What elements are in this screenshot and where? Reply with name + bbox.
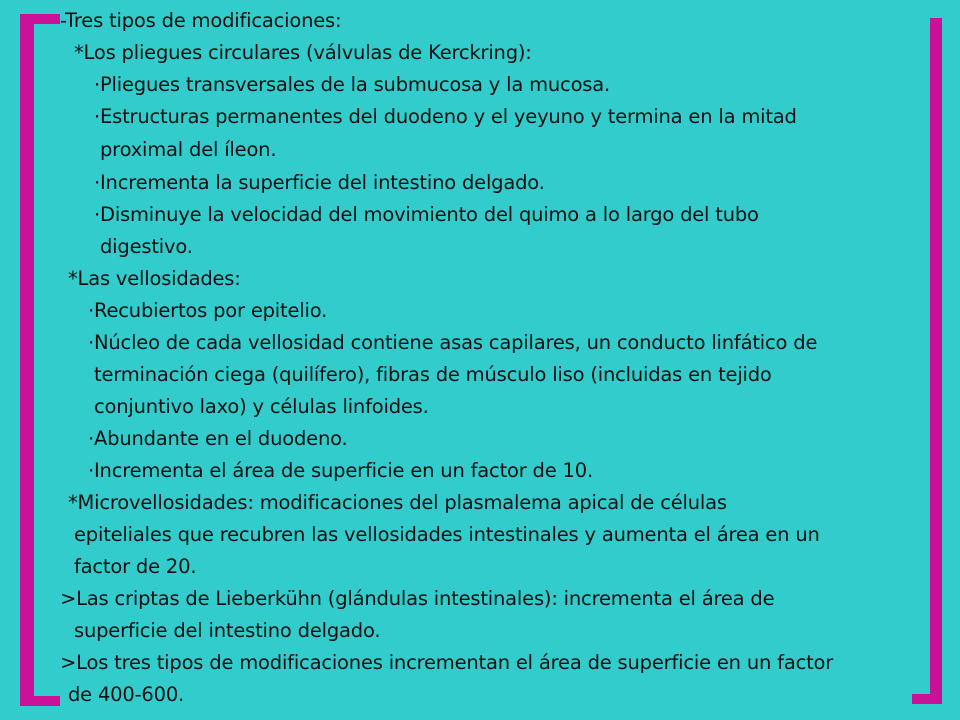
text-line: *Las vellosidades: [68,267,241,290]
text-line: terminación ciega (quilífero), fibras de músculo liso (incluidas en tejido [94,363,772,386]
text-line: conjuntivo laxo) y células linfoides. [94,395,429,418]
text-line: de 400-600. [68,683,185,706]
text-line: superficie del intestino delgado. [74,619,381,642]
text-line: epiteliales que recubren las vellosidades intestinales y aumenta el área en un [74,523,820,546]
text-line: *Los pliegues circulares (válvulas de Kerckring): [74,41,532,64]
text-line: >Las criptas de Lieberkühn (glándulas intestinales): incrementa el área de [60,587,775,610]
text-line: digestivo. [100,235,193,258]
text-line: ·Abundante en el duodeno. [88,427,348,450]
text-line: factor de 20. [74,555,197,578]
text-line: ·Disminuye la velocidad del movimiento del quimo a lo largo del tubo [94,203,759,226]
text-line: -Tres tipos de modificaciones: [60,9,342,32]
text-line: *Microvellosidades: modificaciones del plasmalema apical de células [68,491,727,514]
text-line: ·Incrementa la superficie del intestino delgado. [94,171,545,194]
text-line: proximal del íleon. [100,138,277,161]
text-line: ·Incrementa el área de superficie en un factor de 10. [88,459,593,482]
text-line: >Los tres tipos de modificaciones incrementan el área de superficie en un factor [60,651,834,674]
text-line: ·Estructuras permanentes del duodeno y el yeyuno y termina en la mitad [94,105,797,128]
text-line: ·Recubiertos por epitelio. [88,299,328,322]
text-line: ·Núcleo de cada vellosidad contiene asas capilares, un conducto linfático de [88,331,818,354]
text-line: ·Pliegues transversales de la submucosa y la mucosa. [94,73,611,96]
